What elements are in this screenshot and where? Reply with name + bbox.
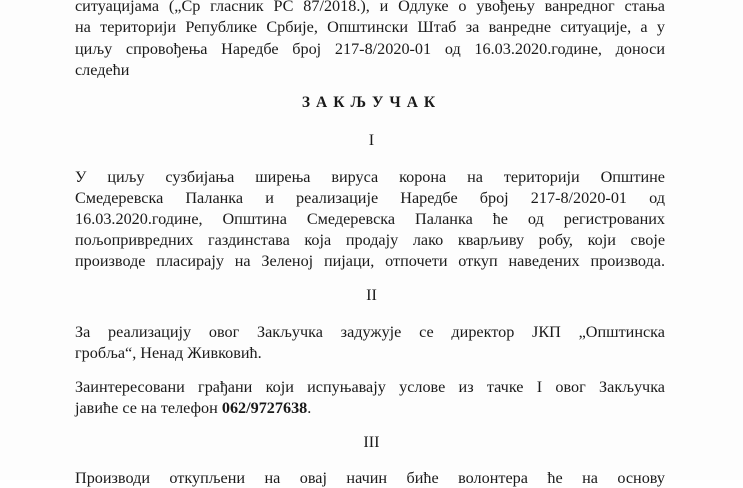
section-1-line-1: У циљу сузбијања ширења вируса корона на територији Општине [75,168,665,186]
section-1-line-5: производе пласирају на Зеленој пијаци, отпочети откуп наведених производа. [75,252,665,270]
section-2-para2-line-1: Заинтересовани грађани који испуњавају услове из тачке I овог Закључка [75,378,665,396]
section-1-line-2: Смедеревска Паланка и реализације Наредбе број 217-8/2020-01 од [75,189,665,207]
section-1-line-3: 16.03.2020.године, Општина Смедеревска Паланка ће од регистрованих [75,210,665,228]
section-3-numeral: III [363,433,380,451]
intro-line-4: следећи [75,61,130,79]
phone-number: 062/9727638 [221,399,308,417]
section-3-partial-line: Производи откупљени на овај начин биће волонтера ће на основу [75,469,665,487]
intro-line-3: циљу спровођења Наредбе број 217-8/2020-01 од 16.03.2020.године, доноси [75,40,665,58]
document-title: ЗАКЉУЧАК [301,94,442,111]
section-2-para1-line-2: гробља“, Ненад Живковић. [75,344,262,362]
section-1-line-4: пољопривредних газдинстава која продају лако кварљиву робу, који своје [75,231,665,249]
section-2-numeral: II [366,286,377,304]
phone-suffix: . [307,399,312,417]
section-2-para1-line-1: За реализацију овог Закључка задужује се директор ЈКП „Општинска [75,323,665,341]
section-2-para2-line-2 [75,398,311,418]
phone-prefix: јавиће се на телефон [75,399,222,417]
intro-line-2: на територији Републике Србије, Општински Штаб за ванредне ситуације, а у [75,18,665,36]
intro-line-1: ситуацијама („Ср гласник РС 87/2018.), и Одлуке о увођењу ванредног стања [75,0,665,15]
section-1-numeral: I [368,131,375,149]
